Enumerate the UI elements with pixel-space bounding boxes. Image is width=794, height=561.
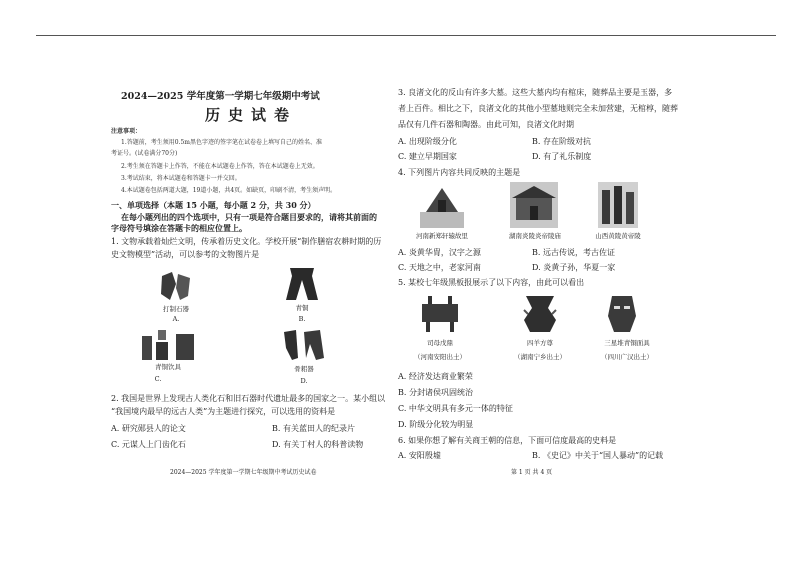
q1-option-letter: D. — [300, 377, 308, 385]
notes-heading: 注意事项： — [111, 128, 142, 135]
q1-image-caption: 打制石器 — [163, 305, 189, 313]
q2-option-b: B. 有关蓝田人的纪录片 — [272, 424, 355, 433]
q5-image-origin: （河南安阳出土） — [414, 353, 466, 361]
huangdi-mausoleum-image — [598, 182, 638, 228]
question-3-stem: 者上百件。相比之下，良渚文化的其他小型墓地则完全未加营建，无棺椁，随葬 — [398, 104, 678, 113]
q5-image-name: 司母戊鼎 — [427, 339, 453, 347]
note-line: 3.考试结束，将本试题卷和答题卡一并交回。 — [121, 175, 241, 182]
exam-subject-title: 历史试卷 — [205, 106, 298, 124]
q4-option-d: D. 炎黄子孙，华夏一家 — [532, 263, 616, 272]
question-2-stem: “我国境内最早的远古人类”为主题进行探究，可以选用的资料是 — [111, 407, 336, 416]
right-page-footer: 第 1 页 共 4 页 — [511, 469, 553, 476]
q2-option-d: D. 有关丁村人的科普读物 — [272, 440, 364, 449]
q5-image-name: 三星堆青铜面具 — [604, 339, 650, 347]
question-6-stem: 6. 如果你想了解有关商王朝的信息，下面可信度最高的史料是 — [398, 436, 617, 445]
sanxingdui-mask-image — [602, 292, 642, 336]
q6-option-a: A. 安阳殷墟 — [398, 451, 441, 460]
q1-image-caption: 骨耜器 — [294, 365, 314, 373]
q1-image-caption: 青铜 — [295, 304, 309, 312]
q6-option-b: B. 《史记》中关于“国人暴动”的记载 — [532, 451, 664, 460]
q5-option-a: A. 经济发达商业繁荣 — [398, 372, 473, 381]
question-1-stem: 史文物模型”活动，可以参考的文物图片是 — [111, 250, 260, 259]
q5-option-b: B. 分封诸侯巩固统治 — [398, 388, 473, 397]
note-line: 4.本试题卷包括两道大题，19道小题，共4页。如缺页，印刷不清，考生须声明。 — [121, 187, 337, 194]
bronze-vessels-image — [140, 328, 198, 362]
bronze-tool-image — [282, 266, 322, 302]
q4-option-c: C. 天地之中，老家河南 — [398, 263, 481, 272]
left-page-footer: 2024—2025 学年度第一学期七年级期中考试历史试卷 — [170, 469, 317, 476]
note-line: 考证号。(试卷满分70分) — [111, 150, 178, 157]
q1-image-caption: 青铜饮具 — [155, 363, 181, 371]
question-5-stem: 5. 某校七年级黑板报展示了以下内容，由此可以看出 — [398, 278, 585, 287]
question-2-stem: 2. 我国是世界上发现古人类化石和旧石器时代遗址最多的国家之一。某小组以 — [111, 394, 386, 403]
q3-option-a: A. 出现阶级分化 — [398, 137, 457, 146]
q2-option-c: C. 元谋人上门齿化石 — [111, 440, 186, 449]
section1-heading: 一、单项选择（本题 15 小题，每小题 2 分，共 30 分） — [111, 200, 316, 210]
section1-instructions: 在每小题列出的四个选项中，只有一项是符合题目要求的，请将其前面的 — [121, 212, 377, 222]
section1-instructions: 字母符号填涂在答题卡的相应位置上。 — [111, 223, 247, 233]
q4-image-caption: 河南新郑轩辕故里 — [416, 232, 468, 240]
q4-option-b: B. 远古传说，考古佐证 — [532, 248, 615, 257]
question-4-stem: 4. 下列图片内容共同反映的主题是 — [398, 168, 521, 177]
question-3-stem: 3. 良渚文化的反山有许多大墓。这些大墓内均有棺床，随葬品主要是玉器，多 — [398, 88, 673, 97]
q5-option-d: D. 阶级分化较为明显 — [398, 420, 474, 429]
four-ram-zun-image — [520, 294, 560, 334]
q4-image-caption: 山西黄陵黄帝陵 — [595, 232, 641, 240]
q1-option-letter: A. — [172, 315, 180, 323]
q5-image-name: 四羊方尊 — [527, 339, 553, 347]
exam-title: 2024—2025 学年度第一学期七年级期中考试 — [121, 91, 320, 102]
note-line: 2.考生须在答题卡上作答，不能在本试题卷上作答，答在本试题卷上无效。 — [121, 163, 319, 170]
xuanyuan-hometown-image — [420, 182, 464, 228]
q4-option-a: A. 炎黄华胄，汉字之源 — [398, 248, 481, 257]
q5-image-origin: （湖南宁乡出土） — [514, 353, 566, 361]
q1-option-letter: C. — [154, 375, 162, 383]
question-3-stem: 品仅有几件石器和陶器。由此可知，良渚文化时期 — [398, 120, 574, 129]
q3-option-d: D. 有了礼乐制度 — [532, 152, 592, 161]
yandi-temple-image — [510, 182, 558, 228]
q3-option-b: B. 存在阶级对抗 — [532, 137, 591, 146]
q5-option-c: C. 中华文明具有多元一体的特征 — [398, 404, 513, 413]
q1-option-letter: B. — [298, 315, 306, 323]
note-line: 1.答题前，考生须用0.5m黑色字迹的签字笔在试卷卷上填写自己的姓名、准 — [121, 139, 322, 146]
page-top-rule — [36, 35, 776, 36]
simuwu-ding-image — [418, 296, 462, 332]
question-1-stem: 1. 文物承载着灿烂文明，传承着历史文化。学校开展“制作膳宿农耕时期的历 — [111, 237, 382, 246]
q2-option-a: A. 研究郧县人的论文 — [111, 424, 186, 433]
stone-tools-image — [158, 270, 194, 304]
bone-spade-image — [282, 328, 326, 362]
q4-image-caption: 湖南炎陵炎帝陵庙 — [509, 232, 561, 240]
q5-image-origin: （四川广汉出土） — [601, 353, 653, 361]
q3-option-c: C. 建立早期国家 — [398, 152, 457, 161]
